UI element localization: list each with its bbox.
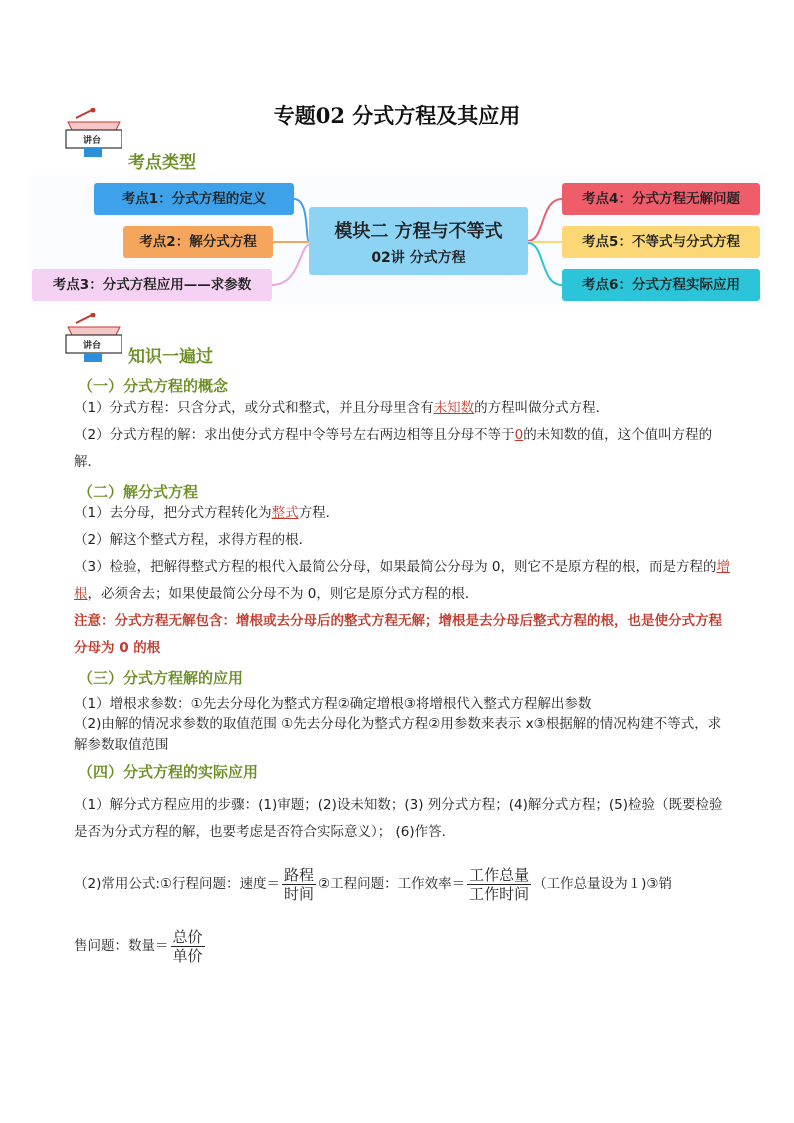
- underlined-term: 未知数: [433, 400, 475, 416]
- text: （工作总量设为１)③销: [533, 876, 673, 892]
- text: ，必须舍去；如果使最简公分母不为 0，则它是原分式方程的根．: [87, 586, 479, 602]
- text: 的方程叫做分式方程．: [474, 400, 610, 416]
- heading-application: （三）分式方程解的应用: [78, 669, 244, 687]
- section-title-types: 考点类型: [128, 153, 196, 173]
- numerator: 路程: [284, 865, 315, 884]
- para-extraneous-root: （1）增根求参数：①先去分母化为整式方程②确定增根③将增根代入整式方程解出参数: [74, 696, 592, 712]
- para-range: （2)由解的情况求参数的取值范围 ①先去分母化为整式方程②用参数来表示 x③根据解的情况构建不等式，求解参数取值范围: [74, 716, 722, 753]
- mindmap-center: [309, 207, 528, 275]
- center-title: 模块二 方程与不等式: [334, 221, 503, 242]
- underlined-term: 0: [514, 427, 524, 443]
- node-topic-6: 考点6：分式方程实际应用: [562, 269, 760, 301]
- heading-practical: （四）分式方程的实际应用: [78, 763, 259, 781]
- para-step2: （2）解这个整式方程，求得方程的根．: [74, 532, 313, 548]
- para-solution-def: [74, 422, 734, 476]
- section-title-knowledge: 知识一遍过: [128, 347, 213, 367]
- text: （1）去分母，把分式方程转化为: [74, 505, 272, 521]
- para-formulas: [74, 860, 754, 908]
- text: 的未知数的值，这个值叫方程的解．: [74, 427, 713, 470]
- fraction-speed: [282, 866, 316, 903]
- text: （2)常用公式:①行程问题：速度＝: [74, 876, 281, 892]
- podium-label: 讲台: [82, 136, 101, 146]
- underlined-term: 整式: [271, 505, 299, 521]
- node-topic-4: 考点4：分式方程无解问题: [562, 183, 760, 215]
- text: 方程．: [298, 505, 340, 521]
- node-topic-3: 考点3：分式方程应用——求参数: [32, 269, 272, 301]
- denominator: 工作时间: [469, 884, 530, 903]
- para-steps: （1）解分式方程应用的步骤：(1)审题；(2)设未知数；(3) 列分式方程；(4)解分式方程；(5)检验（既要检验是否为分式方程的解，也要考虑是否符合实际意义）； (6)作答．: [74, 797, 723, 840]
- heading-solve: （二）解分式方程: [78, 483, 199, 501]
- podium-label-2: 讲台: [82, 341, 101, 351]
- fraction-efficiency: [467, 866, 531, 903]
- para-definition: [74, 395, 734, 422]
- text: （3）检验，把解得整式方程的根代入最简公分母，如果最简公分母为 0，则它不是原方程的根，而是方程的: [74, 559, 717, 575]
- fraction-quantity: [171, 928, 205, 965]
- para-step3: [74, 554, 734, 608]
- note-text: 注意：分式方程无解包含：增根或去分母后的整式方程无解；增根是去分母后整式方程的根，也是使分式方程分母为 0 的根: [74, 613, 722, 656]
- page-title: 专题02 分式方程及其应用: [273, 103, 521, 128]
- node-topic-2: 考点2：解分式方程: [123, 226, 273, 258]
- node-topic-5: 考点5：不等式与分式方程: [562, 226, 760, 258]
- text: 售问题：数量＝: [74, 938, 169, 954]
- para-sales: [74, 922, 734, 970]
- denominator: 时间: [284, 884, 315, 903]
- text: ②工程问题：工作效率＝: [318, 876, 466, 892]
- para-step1: [74, 500, 734, 527]
- center-subtitle: 02讲 分式方程: [371, 250, 466, 266]
- underlined-term: 增根: [74, 559, 730, 602]
- numerator: 总价: [172, 927, 203, 946]
- denominator: 单价: [172, 946, 203, 965]
- text: （1）分式方程：只含分式，或分式和整式，并且分母里含有: [74, 400, 434, 416]
- node-topic-1: 考点1：分式方程的定义: [94, 183, 294, 215]
- numerator: 工作总量: [469, 865, 530, 884]
- heading-concept: （一）分式方程的概念: [78, 377, 229, 395]
- text: （2）分式方程的解：求出使分式方程中令等号左右两边相等且分母不等于: [74, 427, 515, 443]
